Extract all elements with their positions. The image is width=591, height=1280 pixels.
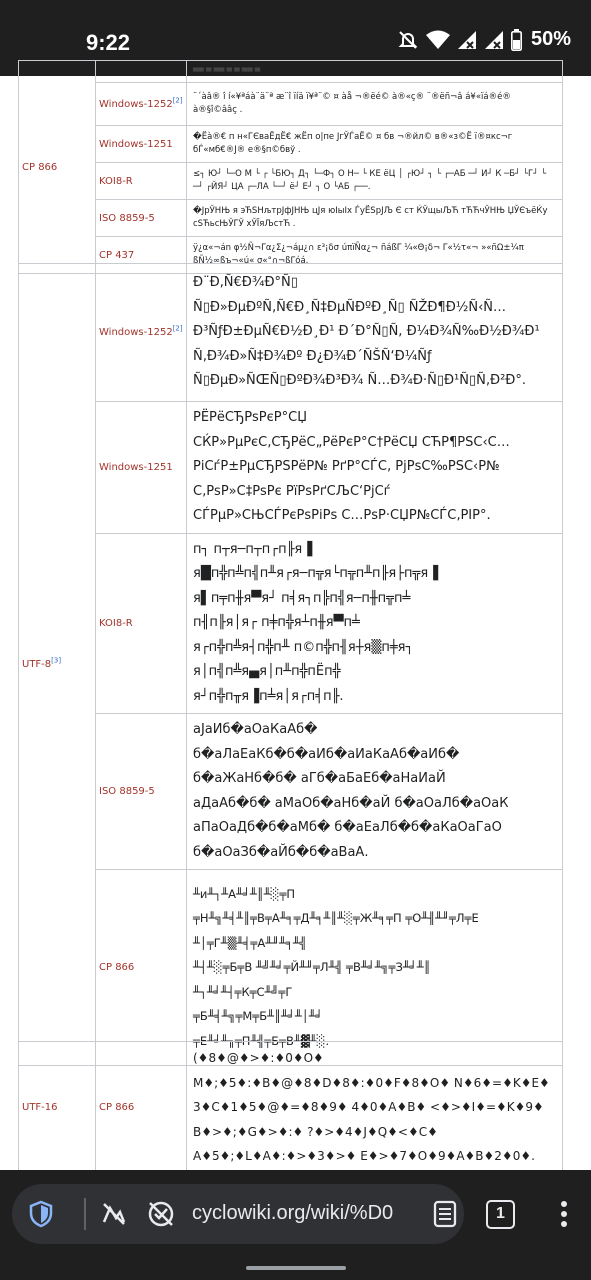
target-encoding-link[interactable]: CP 866 (99, 1101, 135, 1113)
footnote-ref[interactable]: [3] (51, 656, 62, 665)
target-encoding-link[interactable]: Windows-1251 (99, 461, 173, 473)
source-encoding-cell (19, 1042, 96, 1174)
garbled-text-cell: ≤┐ Ю┘ └─О М └ ┌ └БЮ┐ Д┐ └─Ф┐ О Н─ └ КЕ ёЦ │ ┌Ю┘ ┐ └ ┌─АБ ─┘ И┘ К ─Б┘ └Г┘ └ ─┘ ┌ЙЯ┘ ЦА ┌─ЛА └─┘ ё┘ Е┘ ┐ О └АБ ┌──. (187, 163, 563, 200)
signal-x-icon (457, 30, 477, 50)
signal-x-icon (484, 30, 504, 50)
target-encoding-cell (96, 1042, 187, 1174)
reader-view-icon[interactable] (432, 1200, 458, 1228)
footnote-ref[interactable]: [2] (172, 96, 183, 105)
target-encoding-cell (96, 264, 187, 402)
target-encoding-link[interactable]: Windows-1252 (99, 327, 173, 338)
address-bar[interactable] (12, 1184, 464, 1244)
garbled-text-cell: ╨и╨┐╨А╨╛╨║╨░╤П ╤Н╨╗╨╡╨║╤В╤А╨╕╤Д╨╕╨║╨░╤Ж╨╕╤П ╤О╨╢╨╜╤Л╤Е ╨│╤Г╨▒╨╡╤А╨╜╨╕╨╣ ╨┤╨░╤Б╤В ╨╝╨╛╤Й╨╜╤Л╨╣ ╤В╨╛╨╗╤З╨╛╨║ ╨┐╨╛╨┤╤К╤С╨╝╤Г ╤Б╨╡╨╗╤М╤Б╨║╨╛╨│╨╛ ╤Е╨╛╨╖╤П╨╣╤Б╤В╨▓╨░. (187, 870, 563, 1066)
home-indicator[interactable] (246, 1266, 346, 1270)
garbled-text-cell: (♦8♦@♦>♦:♦0♦O♦ M♦;♦5♦:♦B♦@♦8♦D♦8♦:♦0♦F♦8♦O♦ N♦6♦=♦K♦E♦ 3♦C♦1♦5♦@♦=♦8♦9♦ 4♦0♦A♦B♦ <♦>♦I♦=♦K♦9♦ B♦>♦;♦G♦>♦:♦ ?♦>♦4♦J♦Q♦<♦C♦ A♦5♦;♦L♦A♦:♦>♦3♦>♦ E♦>♦7♦O♦9♦A♦B♦2♦0♦. (187, 1042, 563, 1174)
garbled-text-cell: п┐ п┬я─п┬п┌п╟я▐ я█п╬п╩п╣п╨я┌я─п╦я└п╦п╨п╟я├п╦я▐ я▌п╤п╫я▀я┘ п╡я┐п╠п╣я─п╫п╦п╧ п╢п╟я│я┌ п╪п╬я┴п╫я▀п╧ я┌п╬п╩я┤п╬п╨ п©п╬п╢я┼я▒п╪я┐ я│п╣п╩я▄я│п╨п╬пЁп╬ я┘п╬п╥я▐п╧я│я┌п╡п╟. (187, 533, 563, 714)
dnd-off-icon (397, 29, 419, 51)
garbled-text-cell: ÿ¿α«¬án φ½Ñ¬Γα¿Σ¿¬áµ¿∩ ε³¡δσ úπïÑα¿¬ ñáßΓ ¼«Θ¡δ¬ Γ«½τ«¬ »«ñΩ±¼π ßÑ½∞ßъ¬«ú« σ«°∩¬ßΓóá. (187, 237, 563, 274)
garbled-text-cell: ▀▀ ▀ ▀▀ ▀ ▀ ▀▀ ▀ (187, 61, 563, 83)
no-tracking-icon[interactable] (146, 1200, 176, 1228)
web-page-content[interactable] (0, 67, 591, 1170)
target-encoding-link[interactable]: Windows-1251 (99, 138, 173, 150)
toolbar-divider (84, 1198, 86, 1230)
battery-icon (511, 29, 522, 51)
source-encoding-cell (19, 61, 96, 274)
source-encoding-link[interactable]: UTF-8 (22, 659, 52, 670)
garbled-text-cell: ¨´àâ® î í«¥ªáà¨ä¨ª æ¨î ïíä ï¥ª¨© ¤ àå ¬®ëé© à®«ç® ¨®ëñ¬â á¥«ïá®é® à®§î©ââç . (187, 83, 563, 126)
target-encoding-cell (96, 714, 187, 870)
tabs-button[interactable]: 1 (486, 1200, 515, 1229)
source-encoding-link[interactable]: UTF-16 (22, 1101, 58, 1113)
target-encoding-link[interactable]: Windows-1252 (99, 98, 173, 110)
target-encoding-cell (96, 533, 187, 714)
battery-percent: 50% (530, 28, 571, 50)
status-time: 9:22 (86, 30, 131, 55)
target-encoding-link[interactable]: KOI8-R (99, 617, 133, 629)
footnote-ref[interactable]: [2] (172, 324, 183, 333)
garbled-text-cell: аЈаИб�аОаКаАб� б�аЛаЕаКб�б�аИб�аИаКаАб�аИб� б�аЖаНб�б� аГб�аБаЕб�аНаИаЙ аДаАб�б� аМаОб�аНб�аЙ б�аОаЛб�аОаК аПаОаДб�б�аМб� б�аЕаЛб�б�аКаОаГаО б�аОаЗб�аЙб�б�аВаА. (187, 714, 563, 870)
source-encoding-link[interactable]: CP 866 (22, 161, 58, 173)
encoding-table-utf16 (18, 1041, 563, 1174)
garbled-text-cell: РЁРёСЂРѕРєР°СЏ СЌР»РµРєС‚СЂРёС„РёРєР°С†РёСЏ СЋР¶РЅС‹С… РіСѓР±РµСЂРЅРёР№ РґР°СЃС‚ РјРѕС‰РЅС‹Р№ С‚РѕР»С‡РѕРє РїРѕРґСЉС‘РјСѓ СЃРµР»СЊСЃРєРѕРіРѕ С…РѕР·СЏР№СЃС‚РІР°. (187, 402, 563, 534)
target-encoding-cell (96, 870, 187, 1066)
url-text[interactable]: cyclowiki.org/wiki/%D0 (192, 1202, 394, 1224)
target-encoding-link[interactable]: CP 866 (99, 962, 135, 973)
status-icons (397, 28, 571, 51)
target-encoding-link[interactable]: CP 437 (99, 249, 135, 261)
target-encoding-cell (96, 163, 187, 200)
garbled-text-cell: �ЈрЎНЊ я эЋЅНљтрЈфЈНЊ цЈя юІыІх ЃуЁЅрЈЉ Є ст ЌЎщыЉЋ тЋЋчЎНЊ ЏЎЄъёЌу сЅЋьсЊЎГЎ хЎЇяЉстЋ . (187, 200, 563, 237)
encoding-table-cp866 (18, 60, 563, 274)
encoding-table-utf8 (18, 263, 563, 1066)
target-encoding-link[interactable]: ISO 8859-5 (99, 786, 155, 797)
target-encoding-link[interactable]: ISO 8859-5 (99, 212, 155, 224)
garbled-text-cell: �Ëà®€ п н«ГЄвaЁдЁ€ жЁп о|пе ЈгЎЃаЁ© ¤ бв ¬®йл© в®«з©Ё ї®¤кс¬г бЃ«мб€®Ј® е®§п©бвў . (187, 126, 563, 163)
target-encoding-cell (96, 83, 187, 126)
garbled-text-cell: Ð¨Ð‚Ñ€Ð¾Ð°Ñ▯ Ñ▯Ð»ÐµÐºÑ‚Ñ€Ð¸Ñ‡ÐµÑÐºÐ¸Ñ▯ ÑŽÐ¶Ð½Ñ‹Ñ… Ð³ÑƒÐ±ÐµÑ€Ð½Ð¸Ð¹ Ð´Ð°Ñ▯Ñ, Ð¼Ð¾Ñ‰Ð½Ð¾Ð¹ Ñ‚Ð¾Ð»Ñ‡Ð¾Ðº Ð¿Ð¾Ð´ÑŠÑ‘Ð¼Ñƒ Ñ▯ÐµÐ»ÑŒÑ▯ÐºÐ¾Ð³Ð¾ Ñ…Ð¾Ð·Ñ▯Ð¹Ñ▯Ñ‚Ð²Ð°. (187, 264, 563, 402)
target-encoding-cell (96, 61, 187, 83)
wifi-icon (426, 30, 450, 50)
tracking-off-icon[interactable] (100, 1200, 128, 1228)
target-encoding-cell (96, 402, 187, 534)
target-encoding-cell (96, 200, 187, 237)
shield-icon[interactable] (28, 1200, 54, 1228)
browser-toolbar (0, 1170, 591, 1280)
target-encoding-cell (96, 126, 187, 163)
menu-dots-icon[interactable] (558, 1200, 570, 1228)
target-encoding-link[interactable]: KOI8-R (99, 175, 133, 187)
source-encoding-cell (19, 264, 96, 1066)
